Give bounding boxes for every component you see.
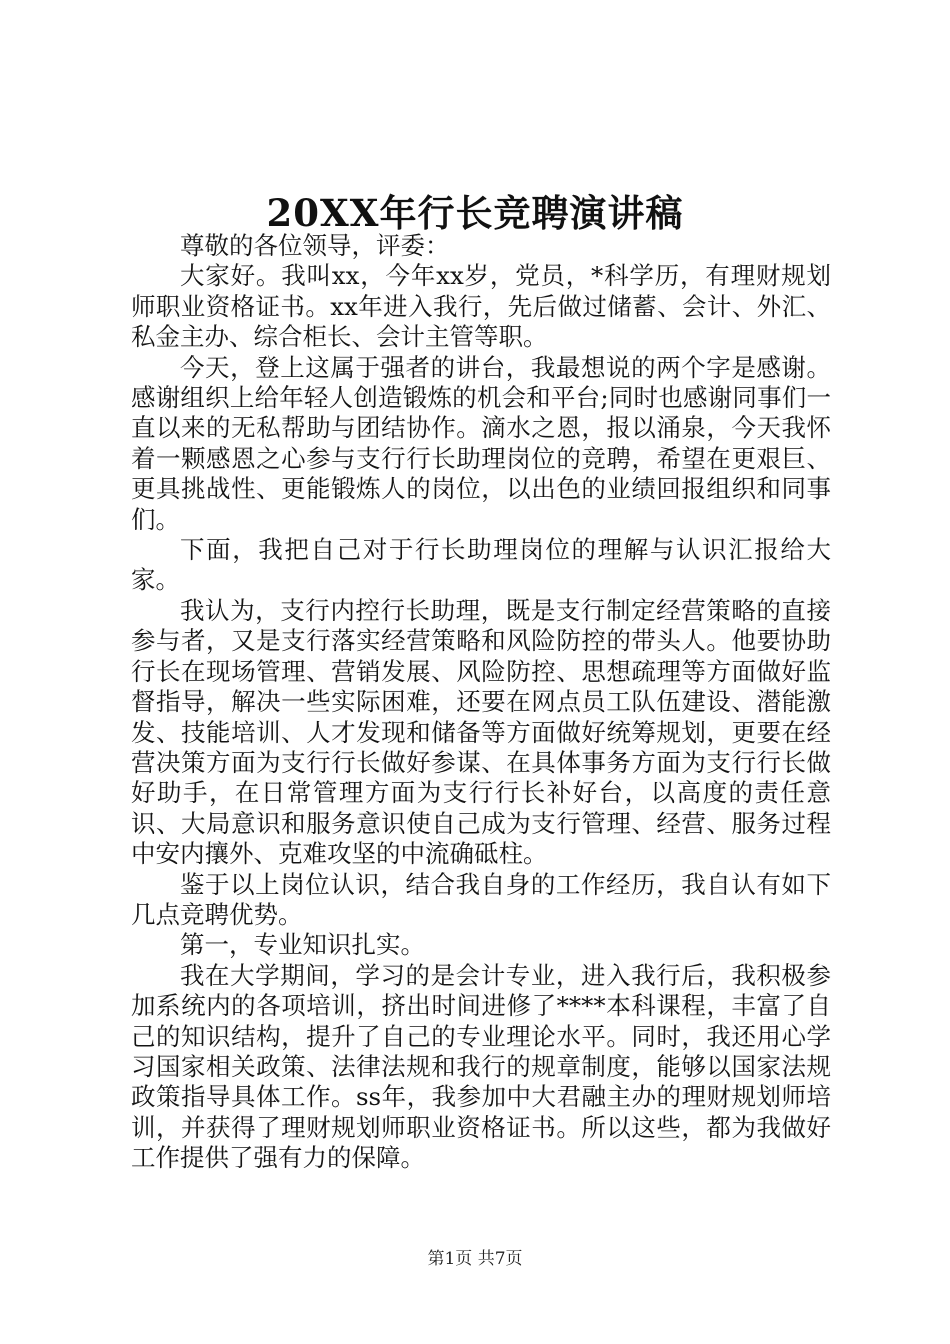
- document-title: 20XX年行长竞聘演讲稿: [266, 191, 684, 235]
- body-paragraph: 下面，我把自己对于行长助理岗位的理解与认识汇报给大家。: [131, 535, 831, 595]
- body-paragraph: 鉴于以上岗位认识，结合我自身的工作经历，我自认有如下几点竞聘优势。: [131, 869, 831, 929]
- body-paragraph: 我在大学期间，学习的是会计专业，进入我行后，我积极参加系统内的各项培训，挤出时间进修了****本科课程，丰富了自己的知识结构，提升了自己的专业理论水平。同时，我还用心学习国家相关政策、法律法规和我行的规章制度，能够以国家法规政策指导具体工作。ss年，我参加中大君融主办的理财规划师培训，并获得了理财规划师职业资格证书。所以这些，都为我做好工作提供了强有力的保障。: [131, 960, 831, 1173]
- body-paragraph: 今天，登上这属于强者的讲台，我最想说的两个字是感谢。感谢组织上给年轻人创造锻炼的机会和平台;同时也感谢同事们一直以来的无私帮助与团结协作。滴水之恩，报以涌泉，今天我怀着一颗感恩之心参与支行行长助理岗位的竞聘，希望在更艰巨、更具挑战性、更能锻炼人的岗位，以出色的业绩回报组织和同事们。: [131, 352, 831, 534]
- section-heading-paragraph: 第一，专业知识扎实。: [180, 930, 425, 960]
- document-body: [131, 231, 831, 1174]
- body-paragraph: 我认为，支行内控行长助理，既是支行制定经营策略的直接参与者，又是支行落实经营策略和风险防控的带头人。他要协助行长在现场管理、营销发展、风险防控、思想疏理等方面做好监督指导，解决一些实际困难，还要在网点员工队伍建设、潜能激发、技能培训、人才发现和储备等方面做好统筹规划，更要在经营决策方面为支行行长做好参谋、在具体事务方面为支行行长做好助手，在日常管理方面为支行行长补好台，以高度的责任意识、大局意识和服务意识使自己成为支行管理、经营、服务过程中安内攘外、克难攻坚的中流确砥柱。: [131, 595, 831, 869]
- body-paragraph: 大家好。我叫xx，今年xx岁，党员，*科学历，有理财规划师职业资格证书。xx年进入我行，先后做过储蓄、会计、外汇、私金主办、综合柜长、会计主管等职。: [131, 261, 831, 352]
- salutation-paragraph: 尊敬的各位领导，评委：: [180, 231, 450, 260]
- page-number-footer: 第1页 共7页: [427, 1249, 523, 1269]
